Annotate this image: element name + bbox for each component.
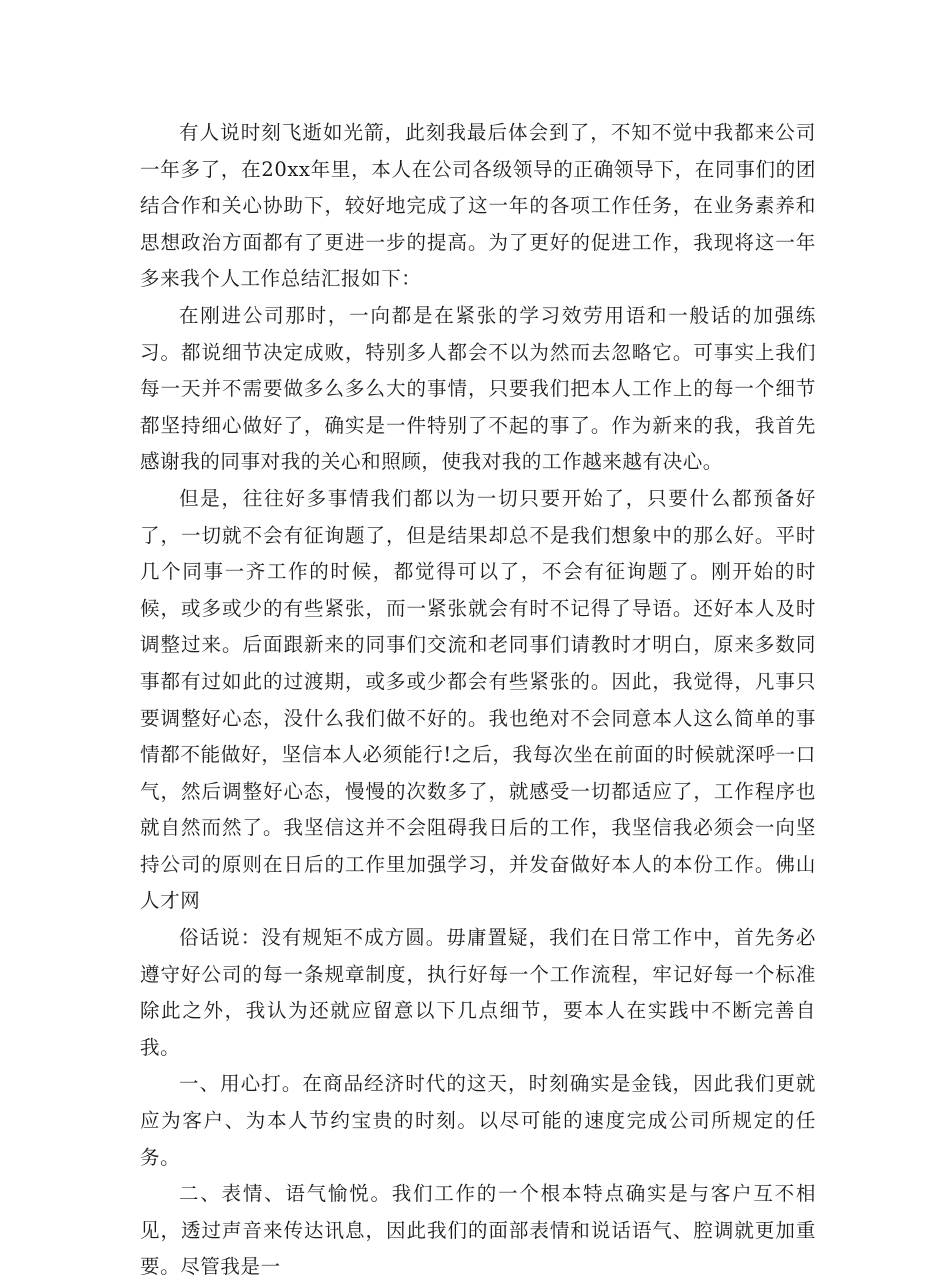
paragraph-adjustment: 但是，往往好多事情我们都以为一切只要开始了，只要什么都预备好了，一切就不会有征询题了，但是结果却总不是我们想象中的那么好。平时几个同事一齐工作的时候，都觉得可以了，不会有征询题了。刚开始的时候，或多或少的有些紧张，而一紧张就会有时不记得了导语。还好本人及时调整过来。后面跟新来的同事们交流和老同事们请教时才明白，原来多数同事都有过如此的过渡期，或多或少都会有些紧张的。因此，我觉得，凡事只要调整好心态，没什么我们做不好的。我也绝对不会同意本人这么简单的事情都不能做好，坚信本人必须能行!之后，我每次坐在前面的时候就深呼一口气，然后调整好心态，慢慢的次数多了，就感受一切都适应了，工作程序也就自然而然了。我坚信这并不会阻碍我日后的工作，我坚信我必须会一向坚持公司的原则在日后的工作里加强学习，并发奋做好本人的本份工作。佛山人才网 bbox=[140, 486, 816, 913]
paragraph-point-two: 二、表情、语气愉悦。我们工作的一个根本特点确实是与客户互不相见，透过声音来传达讯息，因此我们的面部表情和说话语气、腔调就更加重要。尽管我是一 bbox=[140, 1182, 816, 1279]
document-body bbox=[140, 115, 816, 1286]
paragraph-rules: 俗话说：没有规矩不成方圆。毋庸置疑，我们在日常工作中，首先务必遵守好公司的每一条规章制度，执行好每一个工作流程，牢记好每一个标准除此之外，我认为还就应留意以下几点细节，要本人在实践中不断完善自我。 bbox=[140, 926, 816, 1059]
paragraph-point-one: 一、用心打。在商品经济时代的这天，时刻确实是金钱，因此我们更就应为客户、为本人节约宝贵的时刻。以尽可能的速度完成公司所规定的任务。 bbox=[140, 1072, 816, 1169]
paragraph-early-days: 在刚进公司那时，一向都是在紧张的学习效劳用语和一般话的加强练习。都说细节决定成败，特别多人都会不以为然而去忽略它。可事实上我们每一天并不需要做多么多么大的事情，只要我们把本人工作上的每一个细节都坚持细心做好了，确实是一件特别了不起的事了。作为新来的我，我首先感谢我的同事对我的关心和照顾，使我对我的工作越来越有决心。 bbox=[140, 303, 816, 474]
paragraph-intro: 有人说时刻飞逝如光箭，此刻我最后体会到了，不知不觉中我都来公司一年多了，在20xx年里，本人在公司各级领导的正确领导下，在同事们的团结合作和关心协助下，较好地完成了这一年的各项工作任务，在业务素养和思想政治方面都有了更进一步的提高。为了更好的促进工作，我现将这一年多来我个人工作总结汇报如下： bbox=[140, 121, 816, 291]
